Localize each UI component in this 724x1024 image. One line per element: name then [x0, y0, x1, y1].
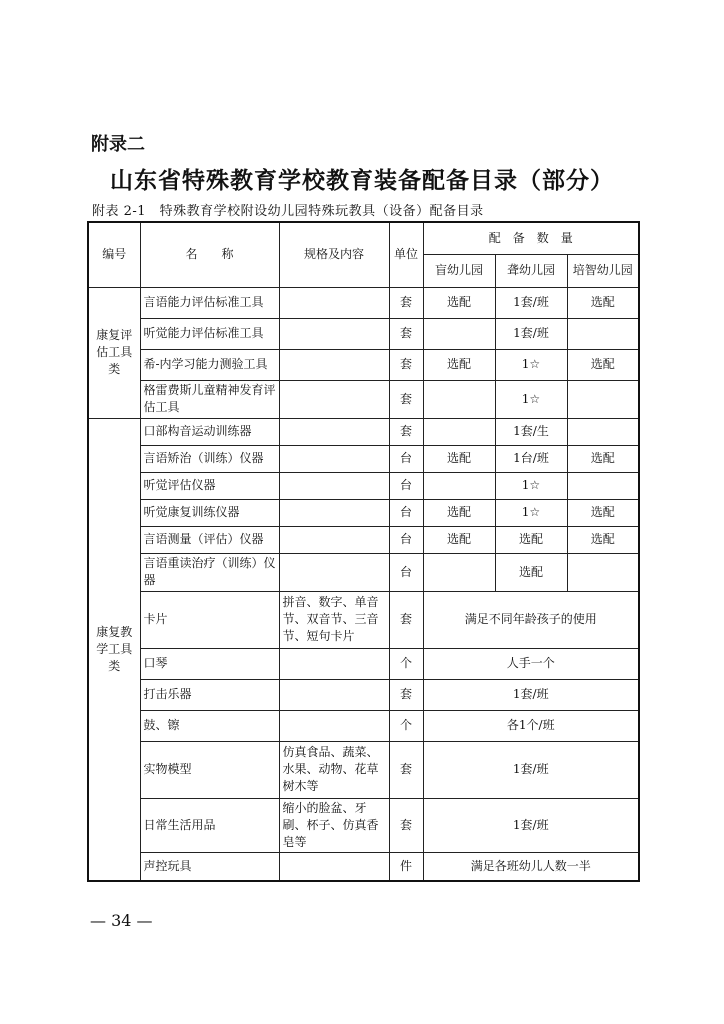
item-name: 希-内学习能力测验工具	[140, 349, 279, 380]
item-unit: 套	[389, 741, 423, 798]
item-spec: 仿真食品、蔬菜、水果、动物、花草树木等	[279, 741, 389, 798]
item-unit: 台	[389, 526, 423, 553]
table-row	[88, 318, 639, 349]
item-deaf: 1☆	[495, 499, 567, 526]
item-name: 日常生活用品	[140, 798, 279, 852]
table-row	[88, 553, 639, 591]
item-blind	[423, 553, 495, 591]
item-spec	[279, 852, 389, 881]
item-spec	[279, 287, 389, 318]
item-spec	[279, 418, 389, 445]
table-row	[88, 741, 639, 798]
item-deaf: 选配	[495, 526, 567, 553]
item-spec	[279, 648, 389, 679]
item-unit: 台	[389, 472, 423, 499]
header-spec: 规格及内容	[279, 222, 389, 287]
table-row	[88, 591, 639, 648]
item-spec	[279, 318, 389, 349]
item-intellectual: 选配	[567, 526, 639, 553]
item-name: 言语矫治（训练）仪器	[140, 445, 279, 472]
item-name: 言语重读治疗（训练）仪器	[140, 553, 279, 591]
item-blind	[423, 380, 495, 418]
item-blind	[423, 472, 495, 499]
header-number: 编号	[88, 222, 140, 287]
header-quantity: 配 备 数 量	[423, 222, 639, 254]
item-unit: 台	[389, 499, 423, 526]
item-blind: 选配	[423, 499, 495, 526]
item-deaf: 1☆	[495, 472, 567, 499]
category-teaching: 康复教学工具类	[88, 418, 140, 881]
header-intellectual: 培智幼儿园	[567, 254, 639, 287]
appendix-label: 附录二	[91, 134, 145, 155]
item-name: 言语能力评估标准工具	[140, 287, 279, 318]
item-name: 听觉能力评估标准工具	[140, 318, 279, 349]
item-unit: 套	[389, 318, 423, 349]
item-spec	[279, 380, 389, 418]
table-row	[88, 852, 639, 881]
item-unit: 套	[389, 349, 423, 380]
header-deaf: 聋幼儿园	[495, 254, 567, 287]
item-blind: 选配	[423, 445, 495, 472]
item-intellectual	[567, 418, 639, 445]
item-unit: 台	[389, 445, 423, 472]
item-name: 打击乐器	[140, 679, 279, 710]
item-spec	[279, 553, 389, 591]
table-row	[88, 679, 639, 710]
table-row	[88, 798, 639, 852]
item-intellectual: 选配	[567, 287, 639, 318]
item-unit: 个	[389, 648, 423, 679]
item-intellectual	[567, 553, 639, 591]
table-row	[88, 380, 639, 418]
item-unit: 个	[389, 710, 423, 741]
item-quantity: 各1个/班	[423, 710, 639, 741]
table-caption: 附表 2-1 特殊教育学校附设幼儿园特殊玩教具（设备）配备目录	[92, 204, 484, 219]
page-number: — 34 —	[90, 911, 153, 930]
table-row	[88, 526, 639, 553]
item-spec	[279, 526, 389, 553]
equipment-table	[87, 221, 640, 882]
item-quantity: 人手一个	[423, 648, 639, 679]
item-deaf: 1☆	[495, 349, 567, 380]
item-name: 鼓、镲	[140, 710, 279, 741]
item-intellectual	[567, 472, 639, 499]
table-row	[88, 287, 639, 318]
item-quantity: 1套/班	[423, 798, 639, 852]
item-intellectual: 选配	[567, 499, 639, 526]
item-blind: 选配	[423, 287, 495, 318]
page-title: 山东省特殊教育学校教育装备配备目录（部分）	[110, 168, 614, 194]
item-unit: 套	[389, 287, 423, 318]
item-unit: 台	[389, 553, 423, 591]
table-row	[88, 349, 639, 380]
item-blind	[423, 318, 495, 349]
item-deaf: 1套/班	[495, 318, 567, 349]
item-quantity: 满足各班幼儿人数一半	[423, 852, 639, 881]
item-quantity: 满足不同年龄孩子的使用	[423, 591, 639, 648]
header-row	[88, 222, 639, 254]
item-spec	[279, 499, 389, 526]
item-name: 口琴	[140, 648, 279, 679]
item-name: 格雷费斯儿童精神发育评估工具	[140, 380, 279, 418]
item-intellectual	[567, 380, 639, 418]
item-blind: 选配	[423, 349, 495, 380]
item-quantity: 1套/班	[423, 679, 639, 710]
item-spec	[279, 710, 389, 741]
header-name: 名 称	[140, 222, 279, 287]
item-unit: 件	[389, 852, 423, 881]
item-deaf: 选配	[495, 553, 567, 591]
item-intellectual: 选配	[567, 349, 639, 380]
table-row	[88, 445, 639, 472]
header-blind: 盲幼儿园	[423, 254, 495, 287]
table-row	[88, 418, 639, 445]
item-unit: 套	[389, 418, 423, 445]
category-assessment: 康复评估工具类	[88, 287, 140, 418]
item-quantity: 1套/班	[423, 741, 639, 798]
item-unit: 套	[389, 591, 423, 648]
table-row	[88, 710, 639, 741]
item-name: 听觉评估仪器	[140, 472, 279, 499]
table-row	[88, 648, 639, 679]
item-name: 言语测量（评估）仪器	[140, 526, 279, 553]
item-name: 声控玩具	[140, 852, 279, 881]
item-deaf: 1套/生	[495, 418, 567, 445]
item-unit: 套	[389, 679, 423, 710]
item-intellectual: 选配	[567, 445, 639, 472]
item-spec	[279, 472, 389, 499]
item-unit: 套	[389, 798, 423, 852]
item-spec: 拼音、数字、单音节、双音节、三音节、短句卡片	[279, 591, 389, 648]
item-name: 实物模型	[140, 741, 279, 798]
item-deaf: 1☆	[495, 380, 567, 418]
item-blind: 选配	[423, 526, 495, 553]
item-blind	[423, 418, 495, 445]
table-row	[88, 472, 639, 499]
item-spec	[279, 445, 389, 472]
table-row	[88, 499, 639, 526]
item-spec: 缩小的脸盆、牙刷、杯子、仿真香皂等	[279, 798, 389, 852]
item-deaf: 1套/班	[495, 287, 567, 318]
item-name: 卡片	[140, 591, 279, 648]
item-deaf: 1台/班	[495, 445, 567, 472]
item-name: 听觉康复训练仪器	[140, 499, 279, 526]
item-spec	[279, 349, 389, 380]
header-unit: 单位	[389, 222, 423, 287]
item-unit: 套	[389, 380, 423, 418]
item-spec	[279, 679, 389, 710]
item-name: 口部构音运动训练器	[140, 418, 279, 445]
item-intellectual	[567, 318, 639, 349]
